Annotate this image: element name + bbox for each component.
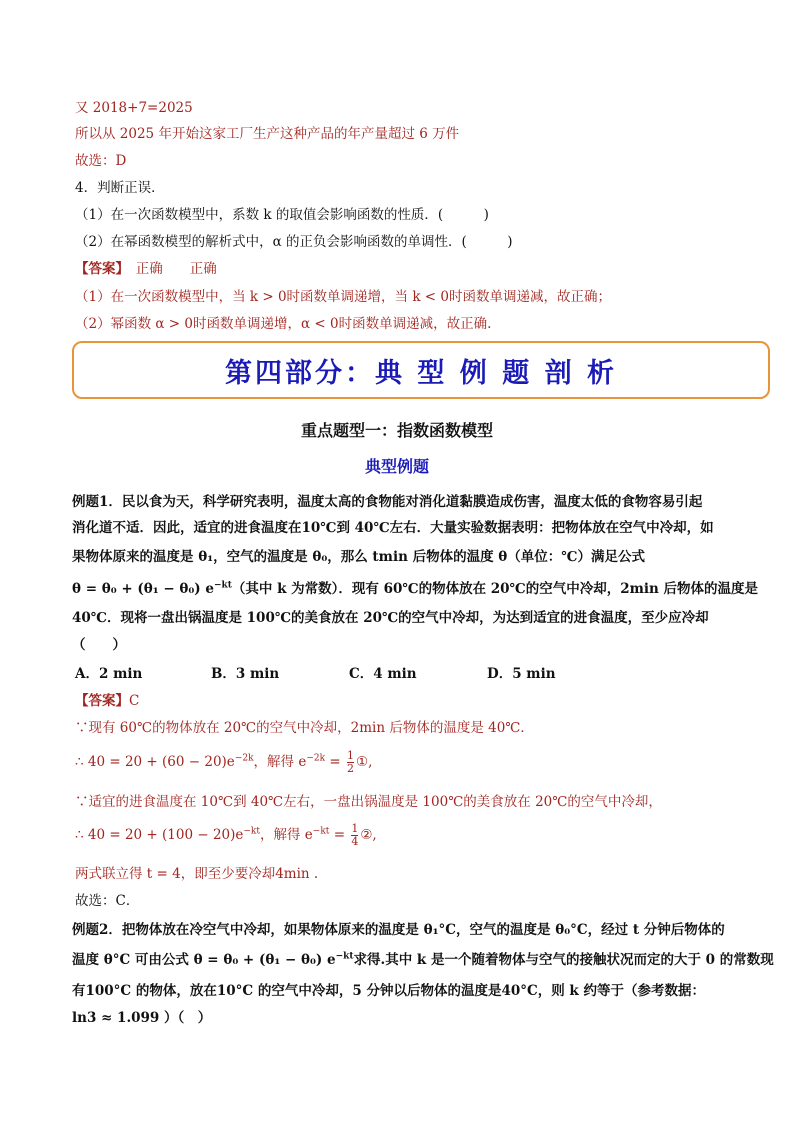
formula-exponent: −kt [213,580,232,591]
q4-item-1: （1）在一次函数模型中，系数 k 的取值会影响函数的性质．( ) [75,207,489,223]
answer-tag: 【答案】 [75,693,129,709]
exponent: −kt [312,826,330,837]
exponent: −kt [243,826,261,837]
option-c: C．4 min [349,666,417,682]
q4-title: 4．判断正误． [75,180,165,196]
solution-line-6: 故选：C． [75,893,140,909]
example-2-line-3: 有100°C 的物体，放在10°C 的空气中冷却，5 分钟以后物体的温度是40°C，则 k 约等于（参考数据： [72,983,705,999]
option-b: B．3 min [211,666,280,682]
numerator: 1 [346,749,354,762]
option-d: D．5 min [487,666,556,682]
solution-line-2 [75,750,372,775]
formula-exponent: −kt [335,951,354,962]
top-line-1: 又 2018+7=2025 [75,100,193,116]
section-banner [72,341,770,399]
formula: θ = θ₀ + (θ₁ − θ₀) e [72,581,214,597]
denominator: 4 [351,835,359,848]
exponent: −2k [306,753,326,764]
numerator: 1 [351,822,359,835]
denominator: 2 [346,762,354,775]
q4-explanation-1: （1）在一次函数模型中，当 k > 0时函数单调递增，当 k < 0时函数单调递减，故正确； [75,289,611,305]
example-1-line-2: 消化道不适．因此，适宜的进食温度在10℃到 40℃左右．大量实验数据表明：把物体放在空气中冷却，如 [72,520,714,536]
example-1-line-6: （ ） [72,637,126,653]
solution-line-1: ∵现有 60℃的物体放在 20℃的空气中冷却，2min 后物体的温度是 40℃． [75,720,534,736]
option-a: A．2 min [75,666,143,682]
equals: = [329,827,350,843]
example-1-line-5: 40℃．现将一盘出锅温度是 100℃的美食放在 20℃的空气中冷却，为达到适宜的进食温度，至少应冷却 [72,610,709,626]
example-1-line-3: 果物体原来的温度是 θ₁，空气的温度是 θ₀，那么 tmin 后物体的温度 θ（单位：℃）满足公式 [72,549,645,565]
q4-item-2: （2）在幂函数模型的解析式中，α 的正负会影响函数的单调性．( ) [75,234,513,250]
solution-line-3: ∵适宜的进食温度在 10℃到 40℃左右，一盘出锅温度是 100℃的美食放在 20℃的空气中冷却， [75,794,662,810]
example-1-answer [75,689,139,709]
formula-tail: 求得.其中 k 是一个随着物体与空气的接触状况而定的大于 0 的常数现 [353,952,774,968]
formula: 温度 θ°C 可由公式 θ = θ₀ + (θ₁ − θ₀) e [72,952,336,968]
solution-line-5: 两式联立得 t = 4，即至少要冷却4min . [75,866,319,882]
banner-title: 第四部分：典 型 例 题 剖 析 [225,357,617,389]
example-2-line-1: 例题2．把物体放在冷空气中冷却，如果物体原来的温度是 θ₁°C，空气的温度是 θ₀°C，经过 t 分钟后物体的 [72,922,725,938]
section-heading: 重点题型一：指数函数模型 [300,421,493,440]
q4-explanation-2: （2）幂函数 α > 0时函数单调递增，α < 0时函数单调递减，故正确. [75,316,492,332]
marker: ②, [360,827,377,843]
example-2-line-2 [72,948,774,968]
top-line-3: 故选：D [75,153,127,169]
equation-mid: ，解得 e [260,827,313,843]
solution-line-4 [75,823,377,848]
fraction [351,823,358,848]
example-2-line-4: ln3 ≈ 1.099 ）（ ） [72,1010,212,1026]
answer-values: 正确 正确 [122,261,217,277]
answer-value: C [129,693,140,709]
q4-answer [75,257,217,277]
exponent: −2k [234,753,254,764]
equation: ∴ 40 = 20 + (60 − 20)e [75,754,235,770]
equation: ∴ 40 = 20 + (100 − 20)e [75,827,244,843]
formula-tail: （其中 k 为常数）．现有 60℃的物体放在 20℃的空气中冷却，2min 后物体的温度是 [231,581,759,597]
section-subheading: 典型例题 [364,457,429,476]
equals: = [325,754,345,770]
example-1-line-1: 例题1．民以食为天，科学研究表明，温度太高的食物能对消化道黏膜造成伤害，温度太低的食物容易引起 [72,494,703,510]
example-1-line-4 [72,577,758,597]
top-line-2: 所以从 2025 年开始这家工厂生产这种产品的年产量超过 6 万件 [75,126,460,142]
marker: ①, [355,754,373,770]
equation-mid: ，解得 e [253,754,307,770]
fraction [347,750,354,775]
answer-tag: 【答案】 [75,261,123,277]
